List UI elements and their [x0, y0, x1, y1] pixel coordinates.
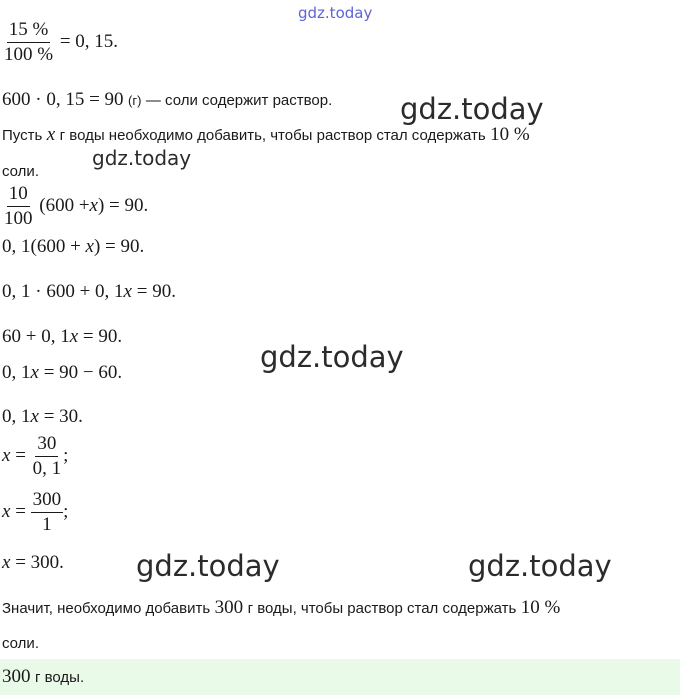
variable-x: x [46, 124, 56, 145]
equation-7 [2, 434, 68, 479]
equation-5 [2, 362, 122, 384]
variable-x: x [85, 236, 94, 257]
statement-text: Значит, необходимо добавить [2, 600, 211, 617]
equation-6 [2, 406, 83, 428]
watermark: gdz.today [260, 340, 404, 374]
equation-9 [2, 552, 64, 574]
equation-part: = 90. [82, 326, 123, 347]
statement-text: г воды, чтобы раствор стал содержать [247, 600, 517, 617]
watermark: gdz.today [92, 146, 192, 170]
fraction-denominator: 100 % [4, 43, 54, 65]
variable-x: x [2, 500, 11, 522]
math-expression: 10 % [490, 124, 530, 145]
statement-text: г воды необходимо добавить, чтобы раствор стал содержать [59, 127, 486, 144]
equation-part: 0, 1 [2, 362, 31, 383]
answer-text: г воды. [34, 669, 85, 686]
percent-fraction-line [2, 20, 118, 65]
equation-4 [2, 326, 122, 348]
variable-x: x [30, 362, 39, 383]
equation-part: (600 + [39, 194, 90, 216]
fraction-numerator: 10 [7, 184, 30, 207]
equation-2 [2, 236, 144, 258]
watermark: gdz.today [468, 549, 612, 583]
equation-part: 0, 1(600 + [2, 236, 81, 257]
equation-part: = 300. [15, 552, 64, 573]
equation-part: 0, 1 [2, 406, 31, 427]
fraction-denominator: 0, 1 [32, 457, 62, 479]
fraction [2, 184, 35, 229]
watermark: gdz.today [400, 92, 544, 126]
assumption-line-end: соли. [2, 163, 39, 180]
fraction [2, 20, 55, 65]
equation-part: ) = 90. [97, 194, 149, 216]
equation-part: ; [63, 500, 69, 522]
math-expression: 10 % [520, 597, 561, 618]
answer-line [2, 666, 84, 688]
conclusion-line-end: соли. [2, 635, 39, 652]
watermark: gdz.today [298, 4, 373, 22]
fraction [31, 490, 64, 535]
equals-sign: = [15, 444, 26, 466]
equation-part: ) = 90. [93, 236, 145, 257]
equation-3 [2, 281, 176, 303]
answer-highlight [0, 659, 680, 695]
salt-amount-line [2, 89, 332, 111]
math-expression: 300 [214, 597, 244, 618]
math-expression: 300 [2, 666, 31, 687]
variable-x: x [69, 326, 79, 347]
watermark: gdz.today [136, 549, 280, 583]
equation-part: = 90 − 60. [43, 362, 123, 383]
unit-label: (г) [128, 93, 142, 108]
equation-1 [2, 184, 148, 229]
fraction-numerator: 300 [31, 490, 64, 513]
equation-part: ; [63, 444, 69, 466]
variable-x: x [89, 194, 98, 216]
variable-x: x [123, 281, 132, 302]
fraction-denominator: 100 [4, 207, 33, 229]
variable-x: x [30, 406, 39, 427]
statement-text: — соли содержит раствор. [145, 92, 333, 109]
fraction-numerator: 15 % [7, 20, 51, 43]
equation-part: = 30. [43, 406, 83, 427]
fraction [31, 434, 64, 479]
variable-x: x [2, 444, 11, 466]
equals-sign: = [15, 500, 26, 522]
statement-text: Пусть [2, 127, 43, 144]
equation-part: 0, 1 · 600 + 0, 1 [2, 281, 124, 302]
equation-part: = 90. [136, 281, 176, 302]
variable-x: x [2, 552, 11, 573]
assumption-line [2, 124, 530, 146]
equation-rest: = 0, 15. [59, 30, 119, 52]
conclusion-line [2, 597, 560, 619]
math-expression: 600 · 0, 15 = 90 [2, 89, 124, 110]
fraction-denominator: 1 [42, 513, 52, 535]
equation-8 [2, 490, 68, 535]
fraction-numerator: 30 [35, 434, 58, 457]
equation-part: 60 + 0, 1 [2, 326, 70, 347]
